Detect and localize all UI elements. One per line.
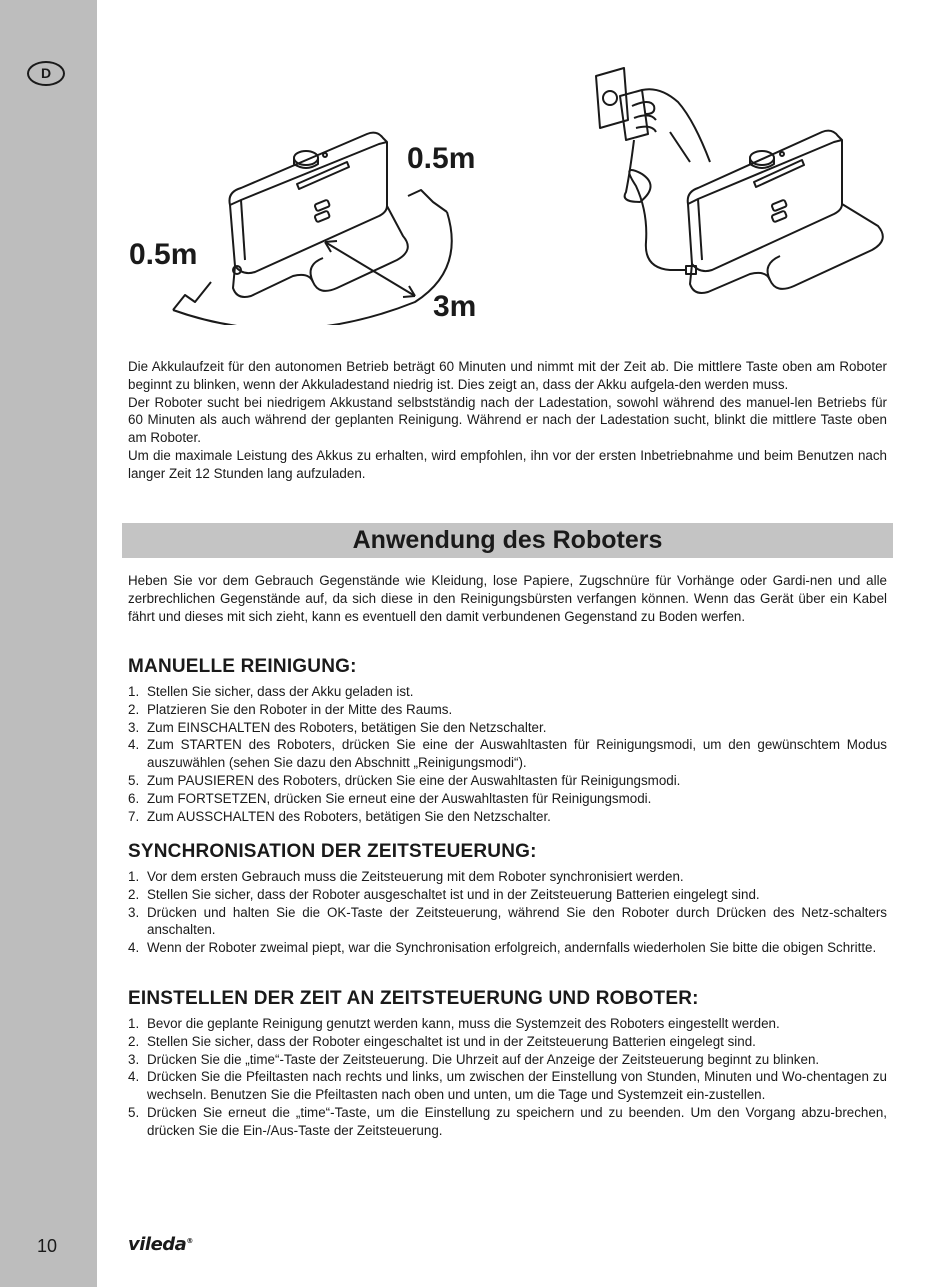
label-top-clearance: 0.5m — [407, 142, 476, 175]
time-setting-section — [128, 988, 887, 1140]
label-front-clearance: 3m — [433, 290, 477, 323]
list-item: 3. Drücken und halten Sie die OK-Taste der Zeitsteuerung, während Sie den Roboter durch Drücken des Netz-schalters anschalten. — [128, 904, 887, 938]
list-item: 1. Bevor die geplante Reinigung genutzt werden kann, muss die Systemzeit des Roboters eingestellt werden. — [128, 1016, 780, 1031]
usage-intro — [128, 572, 887, 625]
label-side-clearance: 0.5m — [129, 238, 198, 271]
list-item: 7. Zum AUSSCHALTEN des Roboters, betätigen Sie den Netzschalter. — [128, 808, 551, 824]
language-badge: D — [27, 61, 65, 86]
list-item: 2. Stellen Sie sicher, dass der Roboter eingeschaltet ist und in der Zeitsteuerung Batterien eingelegt sind. — [128, 1033, 756, 1049]
manual-cleaning-section — [128, 656, 887, 825]
list-item: 5. Zum PAUSIEREN des Roboters, drücken Sie eine der Auswahltasten für Reinigungsmodi. — [128, 772, 681, 788]
list-item: 2. Platzieren Sie den Roboter in der Mitte des Raums. — [128, 701, 453, 717]
list-item: 4. Drücken Sie die Pfeiltasten nach rechts und links, um zwischen der Einstellung von Stunden, Minuten und Wo-chentagen zu wechseln. Benutzen Sie die Pfeiltasten nach oben und unten, um die Tage und Systemzeit ein-zustellen. — [128, 1069, 887, 1103]
list-item: 3. Zum EINSCHALTEN des Roboters, betätigen Sie den Netzschalter. — [128, 719, 547, 735]
section-heading: EINSTELLEN DER ZEIT AN ZEITSTEUERUNG UND ROBOTER: — [128, 988, 699, 1009]
brand-logo: vileda® — [128, 1234, 193, 1255]
section-heading: SYNCHRONISATION DER ZEITSTEUERUNG: — [128, 841, 537, 862]
section-banner: Anwendung des Roboters — [122, 523, 893, 558]
section-heading: MANUELLE REINIGUNG: — [128, 656, 357, 677]
list-item: 3. Drücken Sie die „time“-Taste der Zeitsteuerung. Die Uhrzeit auf der Anzeige der Zeitsteuerung beginnt zu blinken. — [128, 1051, 820, 1067]
list-item: 5. Drücken Sie erneut die „time“-Taste, um die Einstellung zu speichern und zu beenden. Um den Vorgang abzu-brechen, drücken Sie die Ein-/Aus-Taste der Zeitsteuerung. — [128, 1104, 887, 1138]
intro-paragraph: Der Roboter sucht bei niedrigem Akkustand selbstständig nach der Ladestation, sowohl während des manuel-len Betriebs für 60 Minuten als auch während der geplanten Reinigung. Während er nach der Ladestation sucht, blinkt die mittlere Taste oben am Roboter. — [128, 394, 887, 446]
sync-section — [128, 841, 887, 957]
time-steps-list — [128, 1015, 887, 1140]
manual-steps-list — [128, 683, 887, 825]
page-number: 10 — [37, 1236, 58, 1256]
list-item: 1. Vor dem ersten Gebrauch muss die Zeitsteuerung mit dem Roboter synchronisiert werden. — [128, 869, 684, 884]
list-item: 6. Zum FORTSETZEN, drücken Sie erneut eine der Auswahltasten für Reinigungsmodi. — [128, 790, 652, 806]
clearance-illustration — [125, 120, 505, 325]
charger-illustration — [590, 62, 900, 312]
intro-paragraph: Die Akkulaufzeit für den autonomen Betrieb beträgt 60 Minuten und nimmt mit der Zeit ab. Die mittlere Taste oben am Roboter beginnt zu blinken, wenn der Akkuladestand niedrig ist. Dies zeigt an, dass der Akku aufgela-den werden muss. — [128, 359, 887, 392]
battery-info — [128, 358, 887, 483]
list-item: 4. Zum STARTEN des Roboters, drücken Sie eine der Auswahltasten für Reinigungsmodi, um den gewünschtem Modus auszuwählen (sehen Sie dazu den Abschnitt „Reinigungsmodi“). — [128, 737, 887, 771]
list-item: 2. Stellen Sie sicher, dass der Roboter ausgeschaltet ist und in der Zeitsteuerung Batterien eingelegt sind. — [128, 886, 760, 902]
sidebar — [0, 0, 97, 1287]
usage-paragraph: Heben Sie vor dem Gebrauch Gegenstände wie Kleidung, lose Papiere, Zugschnüre für Vorhänge oder Gardi-nen und alle zerbrechlichen Gegenstände auf, da sich diese in den Reinigungsbürsten verfangen können. Wenn das Gerät über ein Kabel fährt und dieses mit sich zieht, kann es eventuell den damit verbundenen Gegenstand zu Boden werfen. — [128, 573, 887, 624]
sync-steps-list — [128, 868, 887, 957]
list-item: 4. Wenn der Roboter zweimal piept, war die Synchronisation erfolgreich, andernfalls wiederholen Sie bitte die obigen Schritte. — [128, 940, 877, 956]
list-item: 1. Stellen Sie sicher, dass der Akku geladen ist. — [128, 684, 414, 699]
intro-paragraph: Um die maximale Leistung des Akkus zu erhalten, wird empfohlen, ihn vor der ersten Inbetriebnahme und beim Benutzen nach langer Zeit 12 Stunden lang aufzuladen. — [128, 447, 887, 481]
